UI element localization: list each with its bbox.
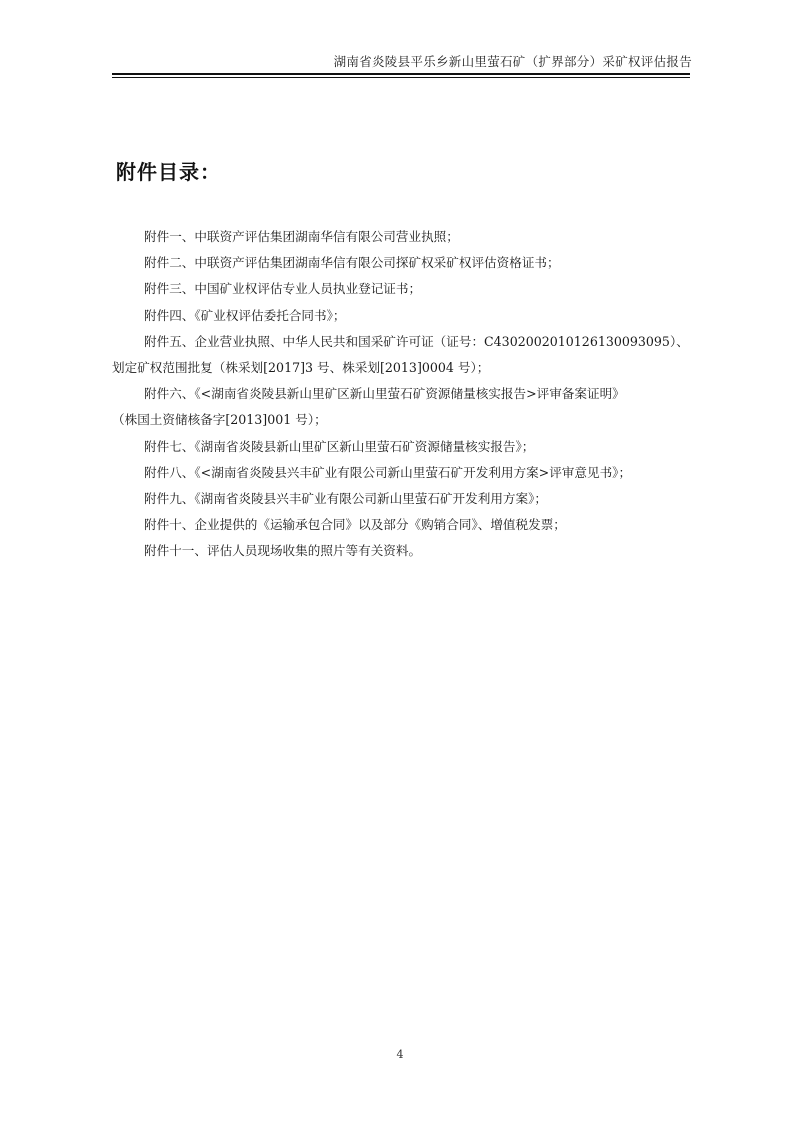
list-item: [112, 460, 694, 486]
header-rule-secondary: [112, 77, 690, 78]
list-item: [112, 276, 694, 302]
list-item-text: 附件六、《<湖南省炎陵县新山里矿区新山里萤石矿资源储量核实报告>评审备案证明》: [144, 386, 625, 402]
list-item-text: 附件七、《湖南省炎陵县新山里矿区新山里萤石矿资源储量核实报告》；: [144, 438, 535, 454]
attachment-list: [112, 224, 694, 565]
list-item-text: 附件十、企业提供的《运输承包合同》以及部分《购销合同》、增值税发票；: [144, 517, 566, 533]
list-item-text: 附件三、中国矿业权评估专业人员执业登记证书；: [144, 281, 422, 297]
page-title: 附件目录：: [116, 160, 221, 184]
list-item: [112, 381, 694, 433]
list-item: [112, 538, 694, 564]
list-item-text: 附件四、《矿业权评估委托合同书》；: [144, 307, 346, 323]
header-rule: [112, 73, 690, 75]
list-item: [112, 329, 694, 381]
list-item-text: 附件五、企业营业执照、中华人民共和国采矿许可证（证号：C4302002010126130093095）、: [144, 333, 689, 349]
list-item-text: 附件二、中联资产评估集团湖南华信有限公司探矿权采矿权评估资格证书；: [144, 255, 560, 271]
running-header: 湖南省炎陵县平乐乡新山里萤石矿（扩界部分）采矿权评估报告: [333, 54, 692, 69]
page-number: 4: [396, 1048, 404, 1061]
list-item-text: 附件九、《湖南省炎陵县兴丰矿业有限公司新山里萤石矿开发利用方案》；: [144, 491, 547, 507]
list-item-continuation: （株国土资储核备字[2013]001 号）；: [112, 412, 327, 428]
list-item: [112, 486, 694, 512]
list-item-text: 附件十一、评估人员现场收集的照片等有关资料。: [144, 543, 422, 559]
list-item: [112, 224, 694, 250]
list-item-text: 附件一、中联资产评估集团湖南华信有限公司营业执照；: [144, 229, 459, 244]
list-item: [112, 250, 694, 276]
list-item-text: 附件八、《<湖南省炎陵县兴丰矿业有限公司新山里萤石矿开发利用方案>评审意见书》；: [144, 464, 632, 480]
list-item: [112, 434, 694, 460]
list-item: [112, 303, 694, 329]
list-item-continuation: 划定矿权范围批复（株采划[2017]3 号、株采划[2013]0004 号）；: [112, 360, 490, 376]
list-item: [112, 512, 694, 538]
